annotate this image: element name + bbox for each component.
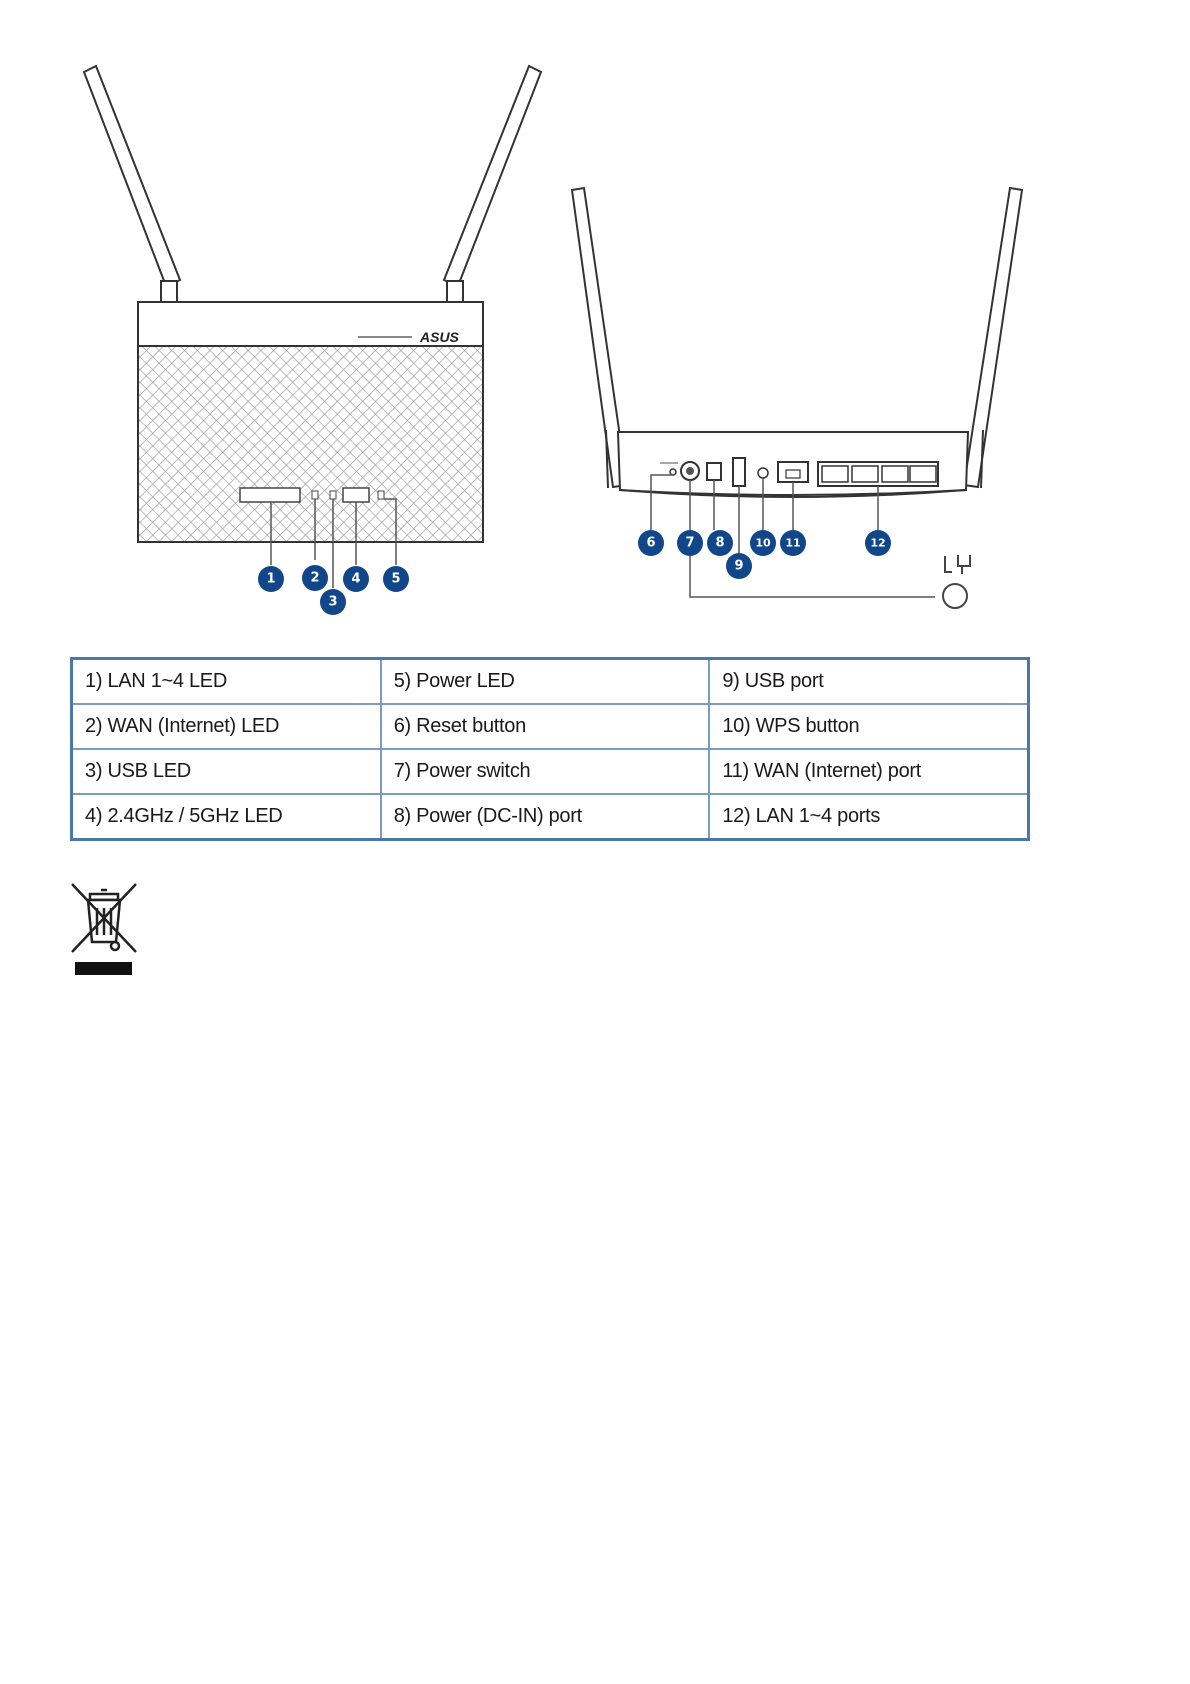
svg-text:6: 6 <box>646 535 656 551</box>
svg-text:3: 3 <box>328 594 338 610</box>
legend-cell: 7) Power switch <box>381 749 710 794</box>
callout-9 <box>726 553 752 579</box>
back-right-antenna <box>964 188 1022 488</box>
wifi-led-panel <box>343 488 369 502</box>
callout-12 <box>865 530 891 556</box>
legend-cell: 1) LAN 1~4 LED <box>72 659 381 705</box>
legend-cell: 11) WAN (Internet) port <box>709 749 1028 794</box>
front-left-antenna <box>84 66 180 303</box>
svg-text:10: 10 <box>755 536 771 550</box>
callout-10 <box>750 530 776 556</box>
legend-cell: 5) Power LED <box>381 659 710 705</box>
legend-cell: 2) WAN (Internet) LED <box>72 704 381 749</box>
component-legend-table <box>70 657 1030 841</box>
callout-6 <box>638 530 664 556</box>
svg-text:4: 4 <box>351 571 361 587</box>
power-plug-icon <box>943 555 970 608</box>
legend-cell: 12) LAN 1~4 ports <box>709 794 1028 840</box>
legend-cell: 3) USB LED <box>72 749 381 794</box>
callout-8 <box>707 530 733 556</box>
callout-5 <box>383 566 409 592</box>
router-diagram <box>0 0 1190 650</box>
legend-cell: 10) WPS button <box>709 704 1028 749</box>
wps-button <box>758 468 768 478</box>
legend-cell: 8) Power (DC-IN) port <box>381 794 710 840</box>
asus-logo: ASUS <box>420 329 459 345</box>
reset-pinhole <box>670 469 676 475</box>
callout-2 <box>302 565 328 591</box>
svg-text:12: 12 <box>870 536 886 550</box>
legend-cell: 6) Reset button <box>381 704 710 749</box>
front-view <box>84 66 541 615</box>
crossed-out-wheelie-bin-icon <box>68 880 140 980</box>
usb-port <box>733 458 745 486</box>
svg-text:9: 9 <box>734 558 744 574</box>
svg-text:2: 2 <box>310 570 320 586</box>
callout-4 <box>343 566 369 592</box>
legend-row <box>72 794 1029 840</box>
svg-text:5: 5 <box>391 571 401 587</box>
legend-cell: 4) 2.4GHz / 5GHz LED <box>72 794 381 840</box>
wan-port <box>778 462 808 482</box>
lan-led-panel <box>240 488 300 502</box>
svg-text:7: 7 <box>685 535 695 551</box>
legend-row <box>72 749 1029 794</box>
svg-text:8: 8 <box>715 535 725 551</box>
front-router-body <box>138 302 483 542</box>
svg-text:11: 11 <box>785 536 801 550</box>
callout-7 <box>677 530 703 556</box>
legend-row <box>72 704 1029 749</box>
legend-row <box>72 659 1029 705</box>
dc-in-port <box>707 463 721 480</box>
svg-text:1: 1 <box>266 571 276 587</box>
callout-1 <box>258 566 284 592</box>
callout-3 <box>320 589 346 615</box>
wan-led <box>312 491 318 499</box>
back-view <box>572 188 1022 608</box>
power-led <box>378 491 384 499</box>
legend-cell: 9) USB port <box>709 659 1028 705</box>
lan-ports <box>818 462 938 486</box>
usb-led <box>330 491 336 499</box>
callout-11 <box>780 530 806 556</box>
front-right-antenna <box>444 66 541 303</box>
